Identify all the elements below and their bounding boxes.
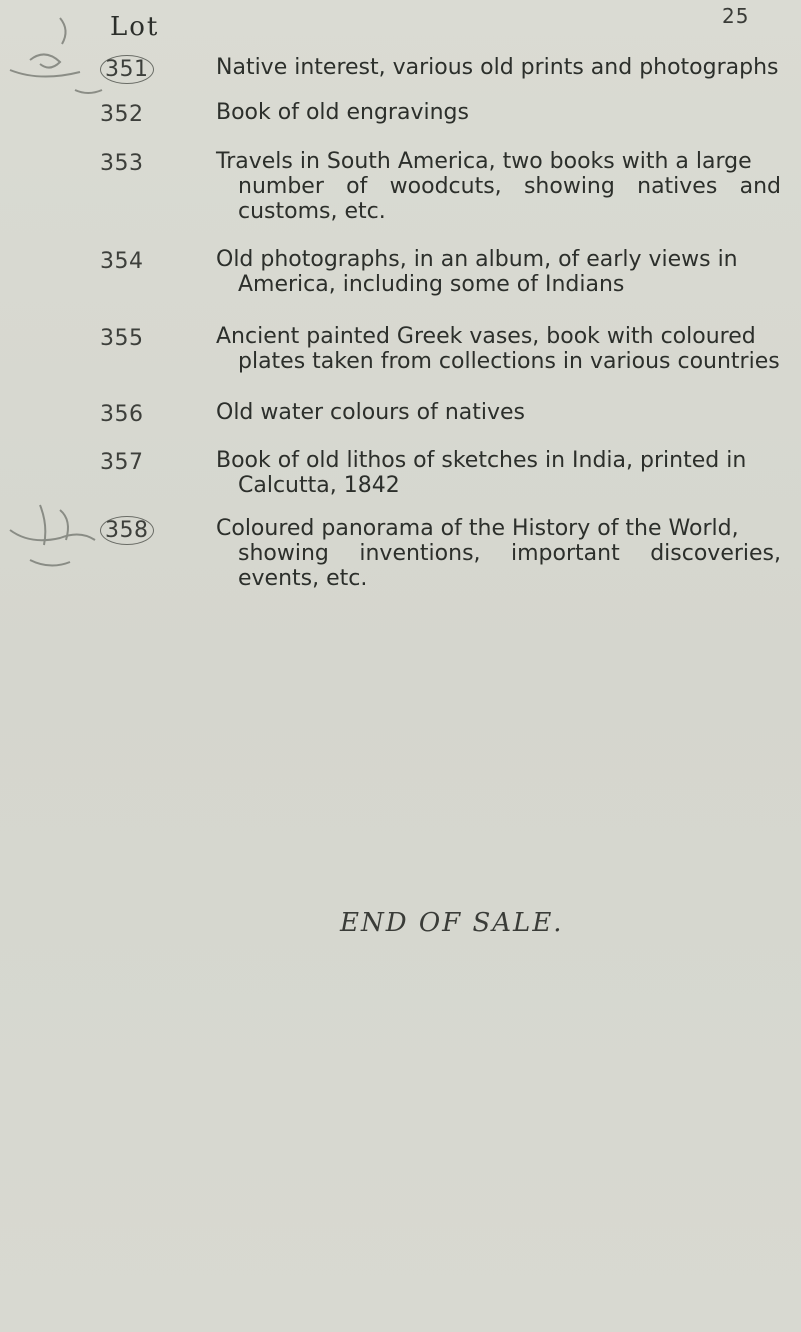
lot-description-line: number of woodcuts, showing natives and bbox=[238, 174, 781, 199]
page-number bbox=[722, 4, 749, 28]
lot-description-line: Book of old lithos of sketches in India, printed in bbox=[216, 448, 747, 473]
lot-number: 358 bbox=[100, 518, 180, 543]
lot-column-header: Lot bbox=[110, 12, 160, 42]
page-number-text: 25 bbox=[722, 4, 750, 28]
lot-description-line: Book of old engravings bbox=[216, 100, 469, 125]
lot-description-line: showing inventions, important discoveries, bbox=[238, 541, 781, 566]
lot-description-line: Ancient painted Greek vases, book with coloured bbox=[216, 324, 756, 349]
pencil-stroke bbox=[30, 54, 60, 67]
pencil-stroke bbox=[10, 70, 80, 77]
lot-number: 352 bbox=[100, 102, 144, 127]
lot-description-line: Native interest, various old prints and photographs bbox=[216, 55, 779, 80]
lot-description bbox=[216, 100, 781, 125]
lot-description bbox=[216, 448, 781, 498]
lot-number: 353 bbox=[100, 151, 144, 176]
lot-description bbox=[216, 324, 781, 374]
lot-description-line: Old water colours of natives bbox=[216, 400, 526, 425]
lot-description bbox=[216, 516, 781, 591]
lot-description bbox=[216, 149, 781, 224]
lot-number: 355 bbox=[100, 326, 144, 351]
lot-description-line: Calcutta, 1842 bbox=[238, 473, 400, 498]
lot-number: 351 bbox=[100, 57, 180, 82]
lot-description-line: Travels in South America, two books with a large bbox=[216, 149, 752, 174]
lot-description bbox=[216, 400, 781, 425]
lot-number: 354 bbox=[100, 249, 144, 274]
pencil-stroke bbox=[60, 18, 66, 44]
pencil-stroke bbox=[40, 505, 45, 545]
pencil-stroke bbox=[30, 560, 70, 566]
lot-description-line: events, etc. bbox=[238, 566, 368, 591]
end-of-sale-text: END OF SALE. bbox=[340, 908, 564, 938]
pencil-marks bbox=[0, 0, 110, 620]
lot-number: 357 bbox=[100, 450, 144, 475]
pencil-stroke bbox=[75, 90, 102, 93]
lot-description-line: Coloured panorama of the History of the World, bbox=[216, 516, 739, 541]
lot-description-line: Old photographs, in an album, of early views in bbox=[216, 247, 738, 272]
lot-number: 356 bbox=[100, 402, 144, 427]
lot-description bbox=[216, 55, 781, 80]
lot-description-line: America, including some of Indians bbox=[238, 272, 625, 297]
pencil-stroke bbox=[10, 530, 95, 540]
lot-description-line: customs, etc. bbox=[238, 199, 386, 224]
lot-description bbox=[216, 247, 781, 297]
lot-description-line: plates taken from collections in various countries bbox=[238, 349, 780, 374]
